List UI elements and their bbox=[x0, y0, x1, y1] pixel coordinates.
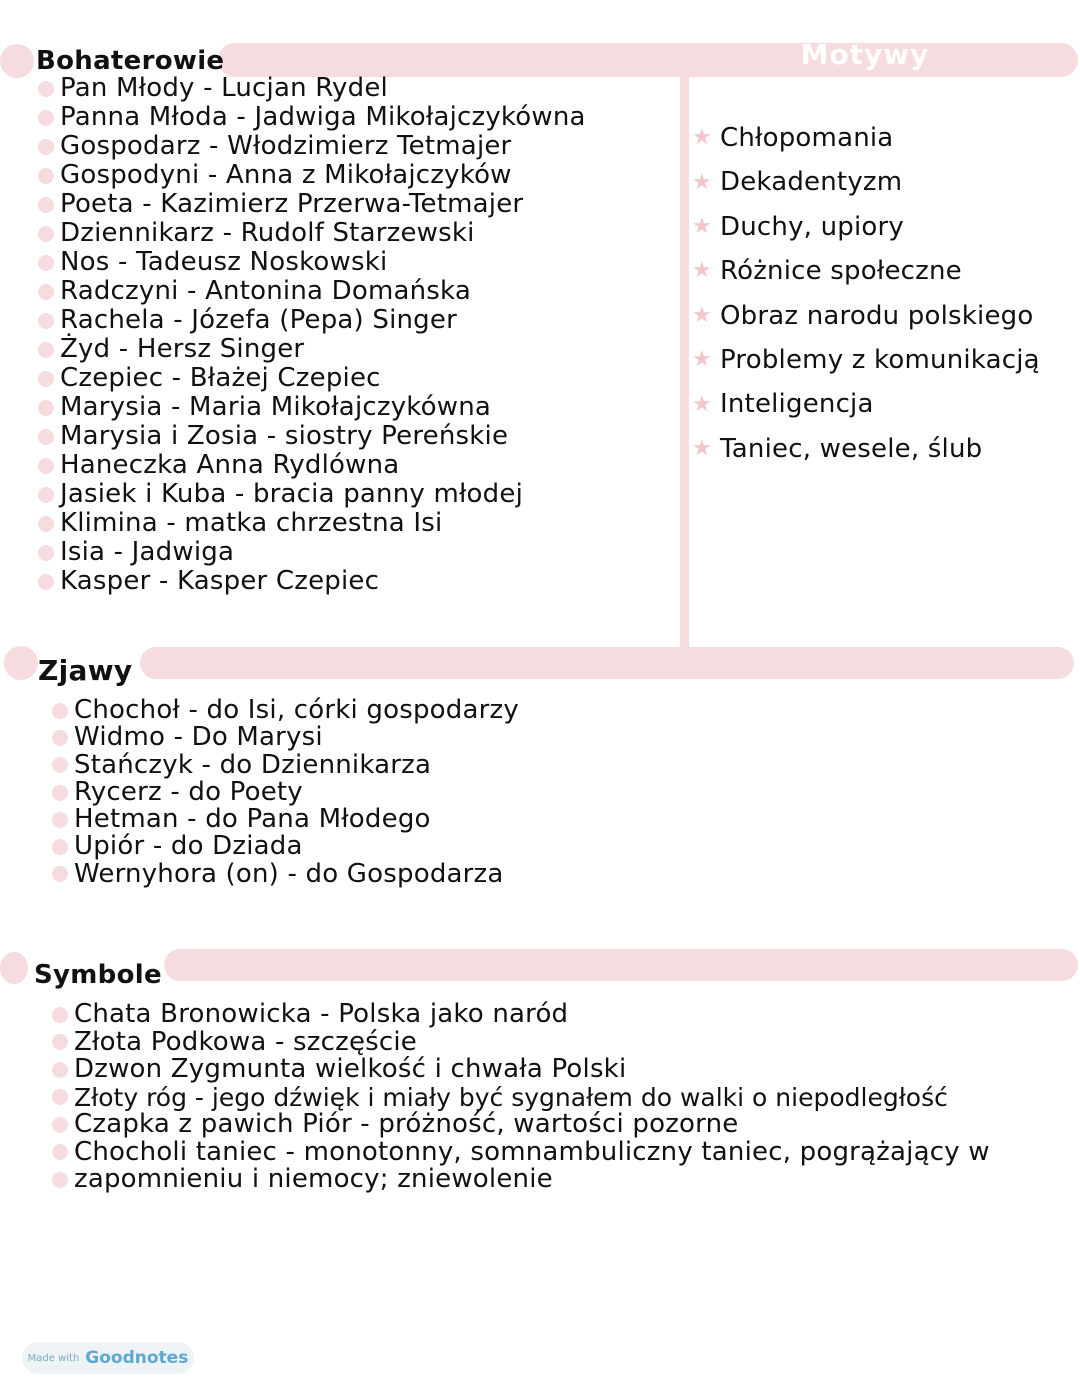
list-item bbox=[60, 161, 586, 190]
list-item bbox=[60, 219, 586, 248]
list-item-text: Chata Bronowicka - Polska jako naród bbox=[74, 999, 569, 1029]
list-item-text: Dzwon Zygmunta wielkość i chwała Polski bbox=[74, 1054, 627, 1084]
bullet-dot bbox=[52, 1007, 68, 1023]
list-item-text: Stańczyk - do Dziennikarza bbox=[74, 749, 432, 780]
bullet-dot bbox=[52, 1089, 68, 1105]
list-item bbox=[60, 190, 586, 219]
list-item bbox=[74, 776, 519, 807]
list-item bbox=[74, 858, 519, 889]
symbole-heading: Symbole bbox=[34, 960, 162, 990]
list-item bbox=[692, 294, 1040, 338]
list-item bbox=[60, 248, 586, 277]
star-icon: ★ bbox=[692, 302, 712, 328]
section-divider-vertical bbox=[680, 44, 689, 678]
bullet-dot bbox=[38, 458, 54, 474]
bullet-dot bbox=[38, 400, 54, 416]
list-item-text: Kasper - Kasper Czepiec bbox=[60, 566, 380, 596]
list-item bbox=[74, 724, 519, 751]
list-item bbox=[60, 509, 586, 538]
list-item bbox=[692, 116, 1040, 160]
list-item bbox=[74, 1084, 990, 1112]
list-item-text: Żyd - Hersz Singer bbox=[60, 334, 305, 364]
list-item-text: Dekadentyzm bbox=[720, 167, 903, 198]
list-item-text: Chochoł - do Isi, córki gospodarzy bbox=[74, 695, 519, 725]
list-item-text: Różnice społeczne bbox=[720, 256, 962, 287]
star-icon: ★ bbox=[692, 435, 712, 461]
bullet-dot bbox=[52, 812, 68, 828]
motywy-heading: Motywy bbox=[800, 38, 930, 71]
list-item bbox=[74, 697, 519, 724]
list-item-text: Pan Młody - Lucjan Rydel bbox=[60, 73, 388, 103]
list-item bbox=[60, 393, 586, 422]
list-item-text: Hetman - do Pana Młodego bbox=[74, 804, 431, 835]
star-icon: ★ bbox=[692, 169, 712, 195]
bohaterowie-heading: Bohaterowie bbox=[36, 46, 225, 76]
bullet-dot bbox=[52, 730, 68, 746]
list-item bbox=[692, 205, 1040, 249]
list-item-text: Klimina - matka chrzestna Isi bbox=[60, 508, 443, 538]
bullet-dot bbox=[38, 168, 54, 184]
motywy-list bbox=[692, 116, 1040, 471]
list-item-text: Panna Młoda - Jadwiga Mikołajczykówna bbox=[60, 102, 586, 132]
symbole-header-dot bbox=[0, 952, 28, 984]
bullet-dot bbox=[52, 757, 68, 773]
bullet-dot bbox=[52, 1034, 68, 1050]
list-item bbox=[74, 833, 519, 860]
list-item bbox=[60, 567, 586, 596]
list-item-text: Jasiek i Kuba - bracia panny młodej bbox=[60, 479, 523, 509]
bullet-dot bbox=[38, 255, 54, 271]
list-item-text: Isia - Jadwiga bbox=[60, 537, 235, 567]
list-item-text: Czapka z pawich Piór - próżność, wartości pozorne bbox=[74, 1109, 739, 1139]
star-icon: ★ bbox=[692, 391, 712, 417]
list-item-text: Rachela - Józefa (Pepa) Singer bbox=[60, 305, 457, 335]
bullet-dot bbox=[38, 139, 54, 155]
bullet-dot bbox=[52, 785, 68, 801]
list-item-text: Obraz narodu polskiego bbox=[720, 300, 1034, 331]
list-item bbox=[60, 538, 586, 567]
list-item bbox=[60, 306, 586, 335]
list-item-text: Nos - Tadeusz Noskowski bbox=[60, 247, 388, 277]
list-item bbox=[74, 749, 519, 780]
list-item-text: Poeta - Kazimierz Przerwa-Tetmajer bbox=[60, 189, 524, 219]
list-item bbox=[60, 335, 586, 364]
list-item-text: zapomnieniu i niemocy; zniewolenie bbox=[74, 1164, 553, 1194]
star-icon: ★ bbox=[692, 347, 712, 373]
bullet-dot bbox=[38, 487, 54, 503]
bullet-dot bbox=[38, 545, 54, 561]
list-item bbox=[60, 364, 586, 393]
list-item-text: Rycerz - do Poety bbox=[74, 776, 303, 807]
list-item bbox=[74, 1166, 990, 1194]
list-item bbox=[74, 806, 519, 833]
bullet-dot bbox=[52, 1172, 68, 1188]
list-item-text: Wernyhora (on) - do Gospodarza bbox=[74, 858, 504, 889]
list-item-text: Upiór - do Dziada bbox=[74, 831, 303, 862]
list-item-text: Radczyni - Antonina Domańska bbox=[60, 276, 471, 306]
list-item-text: Inteligencja bbox=[720, 389, 874, 420]
list-item-text: Gospodyni - Anna z Mikołajczyków bbox=[60, 160, 512, 190]
list-item bbox=[692, 427, 1040, 471]
list-item-text: Duchy, upiory bbox=[720, 211, 904, 242]
bullet-dot bbox=[38, 342, 54, 358]
bohaterowie-header-dot bbox=[0, 44, 34, 78]
bullet-dot bbox=[38, 313, 54, 329]
zjawy-header-bar bbox=[140, 647, 1074, 679]
list-item bbox=[692, 249, 1040, 293]
made-with-label: Made with bbox=[27, 1352, 80, 1364]
list-item-text: Taniec, wesele, ślub bbox=[720, 433, 983, 464]
list-item bbox=[74, 1001, 990, 1029]
bullet-dot bbox=[38, 429, 54, 445]
list-item bbox=[74, 1136, 990, 1167]
bullet-dot bbox=[52, 1144, 68, 1160]
bullet-dot bbox=[38, 226, 54, 242]
symbole-header-bar bbox=[164, 949, 1078, 981]
star-icon: ★ bbox=[692, 258, 712, 284]
list-item bbox=[60, 74, 586, 103]
zjawy-heading: Zjawy bbox=[38, 654, 133, 687]
bullet-dot bbox=[38, 81, 54, 97]
list-item bbox=[60, 103, 586, 132]
bullet-dot bbox=[52, 1117, 68, 1133]
list-item bbox=[60, 422, 586, 451]
star-icon: ★ bbox=[692, 213, 712, 239]
bullet-dot bbox=[38, 516, 54, 532]
bullet-dot bbox=[52, 703, 68, 719]
list-item-text: Dziennikarz - Rudolf Starzewski bbox=[60, 218, 475, 248]
bullet-dot bbox=[38, 371, 54, 387]
list-item-text: Chocholi taniec - monotonny, somnambuliczny taniec, pogrążający w bbox=[74, 1136, 990, 1167]
list-item bbox=[692, 160, 1040, 204]
goodnotes-brand: Goodnotes bbox=[85, 1348, 189, 1368]
list-item-text: Gospodarz - Włodzimierz Tetmajer bbox=[60, 131, 512, 161]
list-item-text: Haneczka Anna Rydlówna bbox=[60, 450, 400, 480]
list-item-text: Czepiec - Błażej Czepiec bbox=[60, 363, 381, 393]
list-item-text: Chłopomania bbox=[720, 123, 894, 153]
list-item-text: Widmo - Do Marysi bbox=[74, 722, 323, 753]
made-with-goodnotes-badge bbox=[22, 1342, 194, 1374]
list-item-text: Marysia i Zosia - siostry Pereńskie bbox=[60, 421, 509, 451]
list-item bbox=[692, 338, 1040, 382]
list-item bbox=[74, 1111, 990, 1139]
bullet-dot bbox=[52, 866, 68, 882]
star-icon: ★ bbox=[692, 125, 712, 151]
list-item bbox=[60, 277, 586, 306]
list-item-text: Marysia - Maria Mikołajczykówna bbox=[60, 392, 492, 422]
list-item-text: Złota Podkowa - szczęście bbox=[74, 1026, 417, 1057]
list-item bbox=[60, 132, 586, 161]
bullet-dot bbox=[38, 284, 54, 300]
bullet-dot bbox=[38, 574, 54, 590]
bullet-dot bbox=[38, 197, 54, 213]
list-item bbox=[60, 480, 586, 509]
symbole-list bbox=[74, 1001, 990, 1194]
list-item bbox=[74, 1056, 990, 1084]
list-item-text: Problemy z komunikacją bbox=[720, 344, 1040, 375]
list-item bbox=[692, 382, 1040, 426]
bohaterowie-list bbox=[60, 74, 586, 596]
bullet-dot bbox=[52, 1062, 68, 1078]
list-item-text: Złoty róg - jego dźwięk i miały być sygnałem do walki o niepodległość bbox=[74, 1082, 948, 1112]
zjawy-list bbox=[74, 697, 519, 888]
bullet-dot bbox=[52, 839, 68, 855]
list-item bbox=[74, 1026, 990, 1057]
bullet-dot bbox=[38, 110, 54, 126]
zjawy-header-dot bbox=[4, 646, 38, 680]
list-item bbox=[60, 451, 586, 480]
